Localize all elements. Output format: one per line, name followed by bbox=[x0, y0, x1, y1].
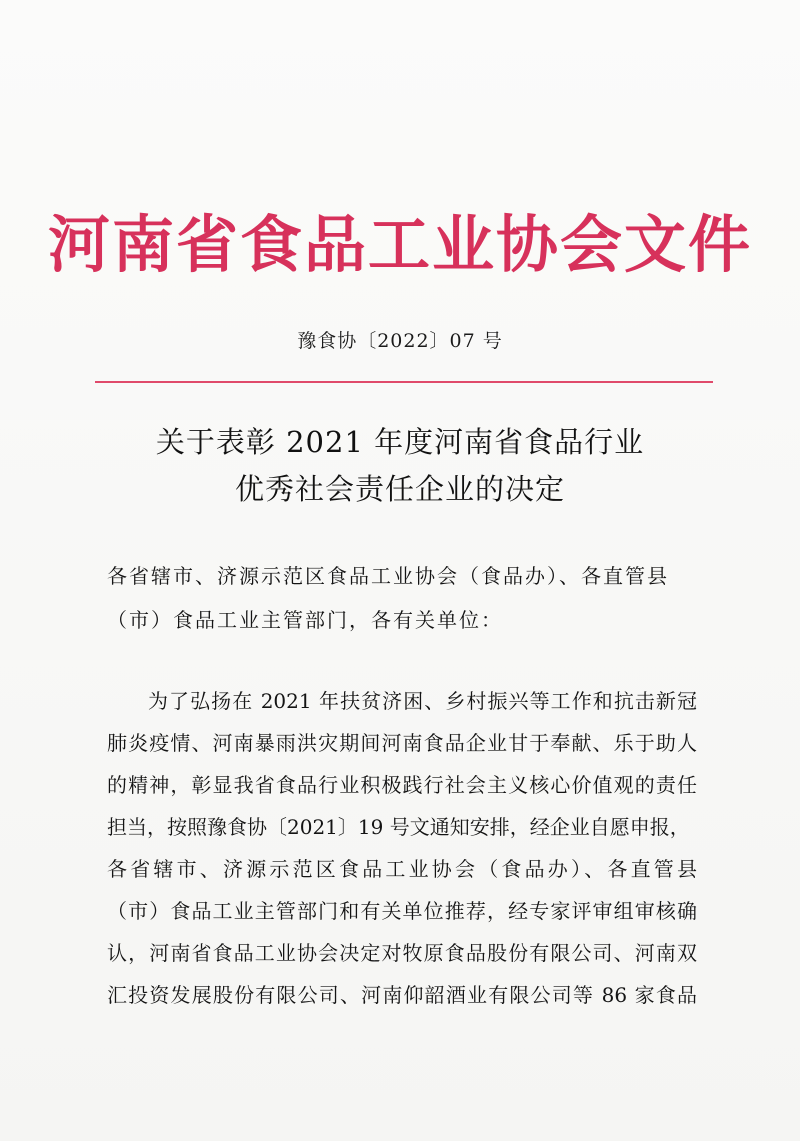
red-divider-line bbox=[95, 381, 713, 383]
body-line-5: 各省辖市、济源示范区食品工业协会（食品办）、各直管县 bbox=[107, 857, 697, 881]
body-line-1: 为了弘扬在 2021 年扶贫济困、乡村振兴等工作和抗击新冠 bbox=[148, 689, 697, 713]
document-number: 豫食协〔2022〕07 号 bbox=[297, 330, 503, 352]
body-line-8: 汇投资发展股份有限公司、河南仰韶酒业有限公司等 86 家食品 bbox=[107, 983, 697, 1007]
organization-header: 河南省食品工业协会文件 bbox=[47, 208, 752, 281]
addressee-line-1: 各省辖市、济源示范区食品工业协会（食品办）、各直管县 bbox=[107, 564, 669, 588]
addressee-line-2: （市）食品工业主管部门，各有关单位： bbox=[107, 608, 503, 632]
document-title-line-2: 优秀社会责任企业的决定 bbox=[234, 472, 565, 506]
body-line-3: 的精神，彰显我省食品行业积极践行社会主义核心价值观的责任 bbox=[107, 773, 697, 797]
body-line-2: 肺炎疫情、河南暴雨洪灾期间河南食品企业甘于奉献、乐于助人 bbox=[107, 731, 697, 755]
body-line-7: 认，河南省食品工业协会决定对牧原食品股份有限公司、河南双 bbox=[107, 941, 697, 965]
document-title-line-1: 关于表彰 2021 年度河南省食品行业 bbox=[155, 425, 645, 459]
body-line-4: 担当，按照豫食协〔2021〕19 号文通知安排，经企业自愿申报， bbox=[107, 815, 690, 839]
body-line-6: （市）食品工业主管部门和有关单位推荐，经专家评审组审核确 bbox=[107, 899, 697, 923]
